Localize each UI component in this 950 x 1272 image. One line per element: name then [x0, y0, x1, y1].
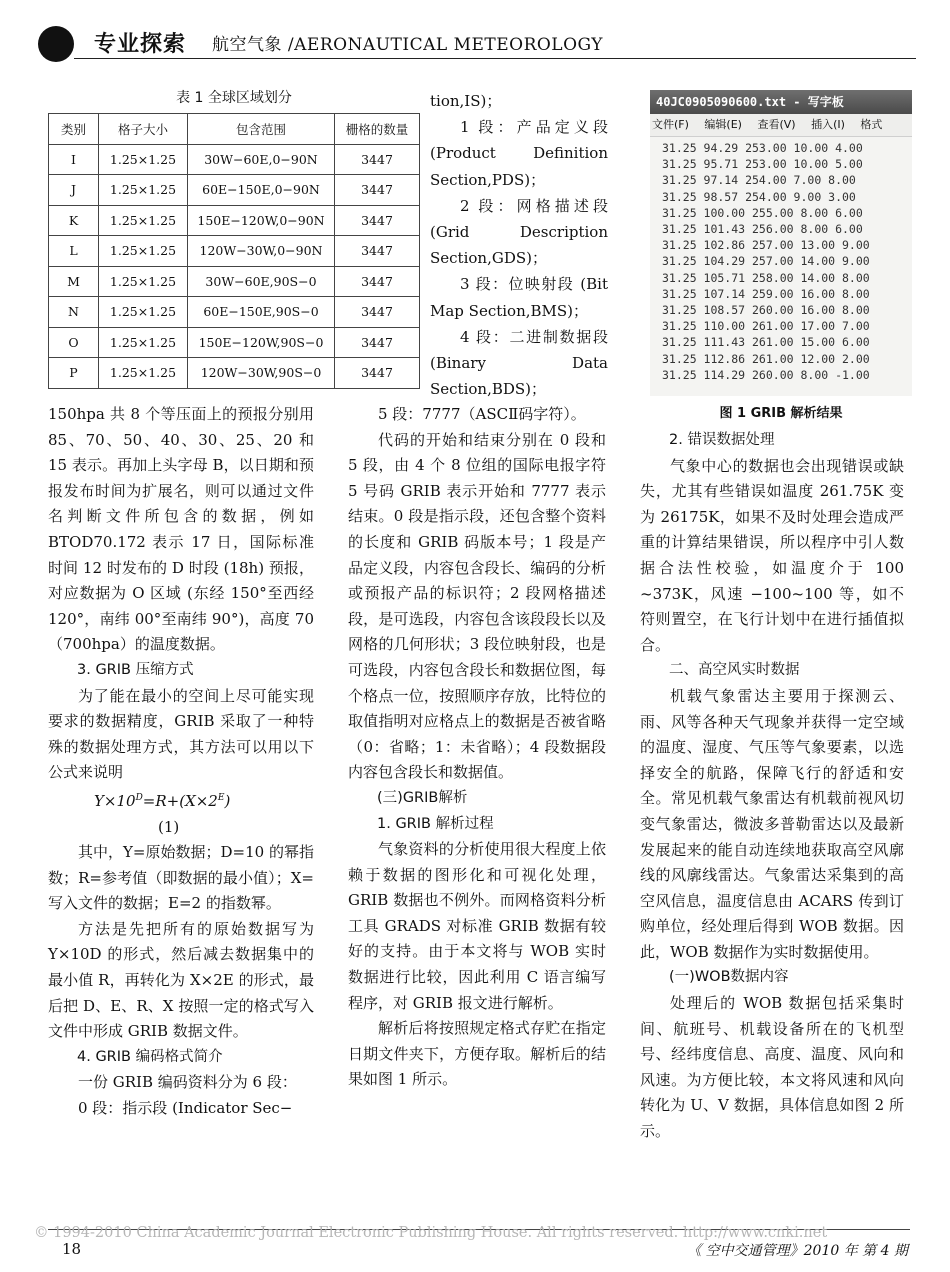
data-line: 31.25 108.57 260.00 16.00 8.00 — [662, 303, 870, 318]
table-cell: 1.25×1.25 — [99, 327, 188, 358]
table-cell: 3447 — [335, 236, 420, 267]
body-paragraph: 0 段：指示段 (Indicator Sec− — [78, 1099, 293, 1118]
section-list — [430, 88, 608, 402]
figure-screenshot — [650, 90, 912, 396]
screenshot-title-bar: 40JC0905090600.txt - 写字板 — [650, 90, 912, 114]
table-row — [49, 236, 420, 267]
table-cell: 3447 — [335, 144, 420, 175]
table-cell: K — [49, 205, 99, 236]
table-cell: 1.25×1.25 — [99, 175, 188, 206]
table-cell: 1.25×1.25 — [99, 297, 188, 328]
table-cell: 3447 — [335, 205, 420, 236]
table-caption: 表 1 全球区域划分 — [176, 90, 292, 106]
header-rule — [74, 58, 916, 59]
table-cell: 60E−150E,0−90N — [188, 175, 335, 206]
figure-caption: 图 1 GRIB 解析结果 — [719, 406, 843, 421]
screenshot-data — [650, 137, 912, 383]
table-header-row — [49, 114, 420, 145]
table-cell: 1.25×1.25 — [99, 236, 188, 267]
data-line: 31.25 110.00 261.00 17.00 7.00 — [662, 319, 870, 334]
body-paragraph: 5 段：7777（ASCⅡ码字符）。 — [378, 405, 586, 423]
page-number: 18 — [62, 1240, 82, 1258]
subsection-heading: 3. GRIB 压缩方式 — [77, 661, 194, 678]
formula: $Y\times 10^D=R+(X\times 2^E)(1)$ — [94, 791, 231, 836]
data-line: 31.25 101.43 256.00 8.00 6.00 — [662, 222, 863, 237]
body-paragraph: 为了能在最小的空间上尽可能实现要求的数据精度，GRIB 采取了一种特殊的数据处理方式，其方法可以用以下公式来说明 — [48, 686, 314, 782]
menu-item: 格式 — [860, 118, 883, 131]
table-row — [49, 175, 420, 206]
body-paragraph: 一份 GRIB 编码资料分为 6 段： — [78, 1073, 297, 1092]
table-cell: J — [49, 175, 99, 206]
table-header-cell: 包含范围 — [188, 114, 335, 145]
table-row — [49, 327, 420, 358]
data-line: 31.25 111.43 261.00 15.00 6.00 — [662, 335, 870, 350]
header-dot — [38, 26, 74, 62]
data-line: 31.25 114.29 260.00 8.00 -1.00 — [662, 367, 870, 382]
data-line: 31.25 94.29 253.00 10.00 4.00 — [662, 141, 863, 155]
table-cell: I — [49, 144, 99, 175]
column-left — [48, 402, 314, 1122]
table-cell: 60E−150E,90S−0 — [188, 297, 335, 328]
section-item: 1 段：产品定义段 (Product Definition Section,PDS)； — [430, 118, 608, 189]
section-item: 4 段：二进制数据段 (Binary Data Section,BDS)； — [430, 327, 608, 399]
table-cell: 30W−60E,0−90N — [188, 144, 335, 175]
formula-number: (1) — [158, 817, 180, 836]
table-cell: 3447 — [335, 266, 420, 297]
table-cell: 1.25×1.25 — [99, 358, 188, 389]
data-line: 31.25 112.86 261.00 12.00 2.00 — [662, 351, 870, 366]
body-paragraph: 机载气象雷达主要用于探测云、雨、风等各种天气现象并获得一定空域的温度、湿度、气压等气象要素，以选择安全的航路，保障飞行的舒适和安全。常见机载气象雷达有机载前视风切变气象雷达，微波多普勒雷达以及最新发展起来的能自动连续地获取高空风廓线的风廓线雷达。气象雷达采集到的高空风信息，温度信息由 ACARS 传到订购单位，经处理后得到 WOB 数据。因此，WOB 数据作为实时数据使用。 — [640, 686, 904, 961]
region-table — [48, 113, 420, 389]
table-cell: 120W−30W,0−90N — [188, 236, 335, 267]
table-row — [49, 297, 420, 328]
column-right — [640, 428, 904, 1145]
section-heading: (一)WOB数据内容 — [669, 969, 789, 986]
table-cell: 150E−120W,0−90N — [188, 205, 335, 236]
table-cell: L — [49, 236, 99, 267]
menu-item: 文件(F) — [652, 118, 689, 131]
table-row — [49, 205, 420, 236]
data-line: 31.25 102.86 257.00 13.00 9.00 — [662, 238, 870, 253]
table-cell: O — [49, 327, 99, 358]
table-cell: 30W−60E,90S−0 — [188, 266, 335, 297]
section-item: 2 段：网格描述段 (Grid Description Section,GDS)； — [430, 196, 608, 268]
data-line: 31.25 105.71 258.00 14.00 8.00 — [662, 270, 870, 285]
section-item: 3 段：位映射段 (Bit Map Section,BMS)； — [430, 275, 608, 320]
body-text: tion,IS)； — [430, 92, 502, 110]
table-cell: 3447 — [335, 297, 420, 328]
table-cell: 1.25×1.25 — [99, 205, 188, 236]
journal-name: 航空气象 /AERONAUTICAL METEOROLOGY — [212, 35, 604, 55]
data-line: 31.25 98.57 254.00 9.00 3.00 — [662, 189, 856, 204]
journal-issue: 《 空中交通管理》2010 年 第 4 期 — [687, 1243, 908, 1259]
body-paragraph: 代码的开始和结束分别在 0 段和 5 段，由 4 个 8 位组的国际电报字符 5 号码 GRIB 表示开始和 7777 表示结束。0 段是指示段，还包含整个资料的长度和 GRIB 码版本号；1 段是产品定义段，内容包含段长、编码的分析或预报产品的标识符；2 段网格描述段，是可选段，内容包含该段段长以及网格的几何形状；3 段位映射段，也是可选段，内容包含段长和数据位图，每个格点一位，按照顺序存放，比特位的取值指明对应格点上的数据是否被省略（0：省略；1：未省略）；4 段数据段内容包含段长和数据值。 — [348, 430, 606, 782]
table-cell: 120W−30W,90S−0 — [188, 358, 335, 389]
body-paragraph: 处理后的 WOB 数据包括采集时间、航班号、机载设备所在的飞机型号、经纬度信息、高度、温度、风向和风速。为方便比较，本文将风速和风向转化为 U、V 数据，具体信息如图 2 所示。 — [640, 994, 904, 1141]
body-paragraph: 其中，Y=原始数据；D=10 的幂指数；R=参考值（即数据的最小值）；X=写入文件的数据；E=2 的指数幂。 — [48, 843, 314, 913]
table-row — [49, 358, 420, 389]
menu-item: 编辑(E) — [704, 118, 742, 131]
table-cell: 1.25×1.25 — [99, 144, 188, 175]
body-paragraph: 气象资料的分析使用很大程度上依赖于数据的图形化和可视化处理，GRIB 数据也不例外。而网格资料分析工具 GRADS 对标准 GRIB 数据有较好的支持。由于本文将与 WOB 实时数据进行比较，因此利用 C 语言编写程序，对 GRIB 报文进行解析。 — [348, 840, 606, 1012]
subsection-heading: 1. GRIB 解析过程 — [377, 815, 494, 832]
table-cell: 150E−120W,90S−0 — [188, 327, 335, 358]
menu-item: 插入(I) — [811, 118, 845, 131]
table-cell: 3447 — [335, 327, 420, 358]
column-middle — [348, 402, 606, 1093]
table-cell: 1.25×1.25 — [99, 266, 188, 297]
table-row — [49, 144, 420, 175]
section-heading: (三)GRIB解析 — [377, 789, 468, 806]
copyright-watermark: © 1994-2010 China Academic Journal Electronic Publishing House. All rights reserved. http://www.cnki.net — [34, 1225, 828, 1241]
subsection-heading: 4. GRIB 编码格式简介 — [77, 1048, 223, 1065]
data-line: 31.25 95.71 253.00 10.00 5.00 — [662, 157, 863, 172]
section-heading: 二、高空风实时数据 — [669, 662, 800, 679]
body-paragraph: 解析后将按照规定格式存贮在指定日期文件夹下，方便存取。解析后的结果如图 1 所示。 — [348, 1019, 606, 1089]
data-line: 31.25 104.29 257.00 14.00 9.00 — [662, 254, 870, 269]
data-line: 31.25 97.14 254.00 7.00 8.00 — [662, 173, 856, 188]
table-header-cell: 格子大小 — [99, 114, 188, 145]
screenshot-menu-bar — [650, 114, 912, 137]
body-paragraph: 方法是先把所有的原始数据写为 Y×10D 的形式，然后减去数据集中的最小值 R，再转化为 X×2E 的形式，最后把 D、E、R、X 按照一定的格式写入文件中形成 GRIB 数据文件。 — [48, 919, 314, 1041]
table-cell: 3447 — [335, 175, 420, 206]
table-header-cell: 类别 — [49, 114, 99, 145]
body-paragraph: 150hpa 共 8 个等压面上的预报分别用 85、70、50、40、30、25、20 和 15 表示。再加上头字母 B，以日期和预报发布时间为扩展名，则可以通过文件名判断文件所包含的数据，例如 BTOD70.172 表示 17 日，国际标准时间 12 时发布的 D 时段 (18h) 预报，对应数据为 O 区域 (东经 150°至西经 120°，南纬 00°至南纬 90°)，高度 70（700hpa）的温度数据。 — [48, 405, 314, 654]
table-cell: 3447 — [335, 358, 420, 389]
data-line: 31.25 100.00 255.00 8.00 6.00 — [662, 205, 863, 220]
table-header-cell: 栅格的数量 — [335, 114, 420, 145]
table-row — [49, 266, 420, 297]
menu-item: 查看(V) — [757, 118, 796, 131]
section-title: 专业探索 — [94, 32, 187, 57]
body-paragraph: 气象中心的数据也会出现错误或缺失，尤其有些错误如温度 261.75K 变为 26175K，如果不及时处理会造成严重的计算结果错误，所以程序中引人数据合法性校验，如温度介于 100 ~373K，风速 −100~100 等，如不符则置空，在飞行计划中在进行插值拟合。 — [640, 456, 904, 654]
table-cell: M — [49, 266, 99, 297]
data-line: 31.25 107.14 259.00 16.00 8.00 — [662, 286, 870, 301]
subsection-heading: 2. 错误数据处理 — [669, 432, 775, 448]
table-cell: N — [49, 297, 99, 328]
table-cell: P — [49, 358, 99, 389]
